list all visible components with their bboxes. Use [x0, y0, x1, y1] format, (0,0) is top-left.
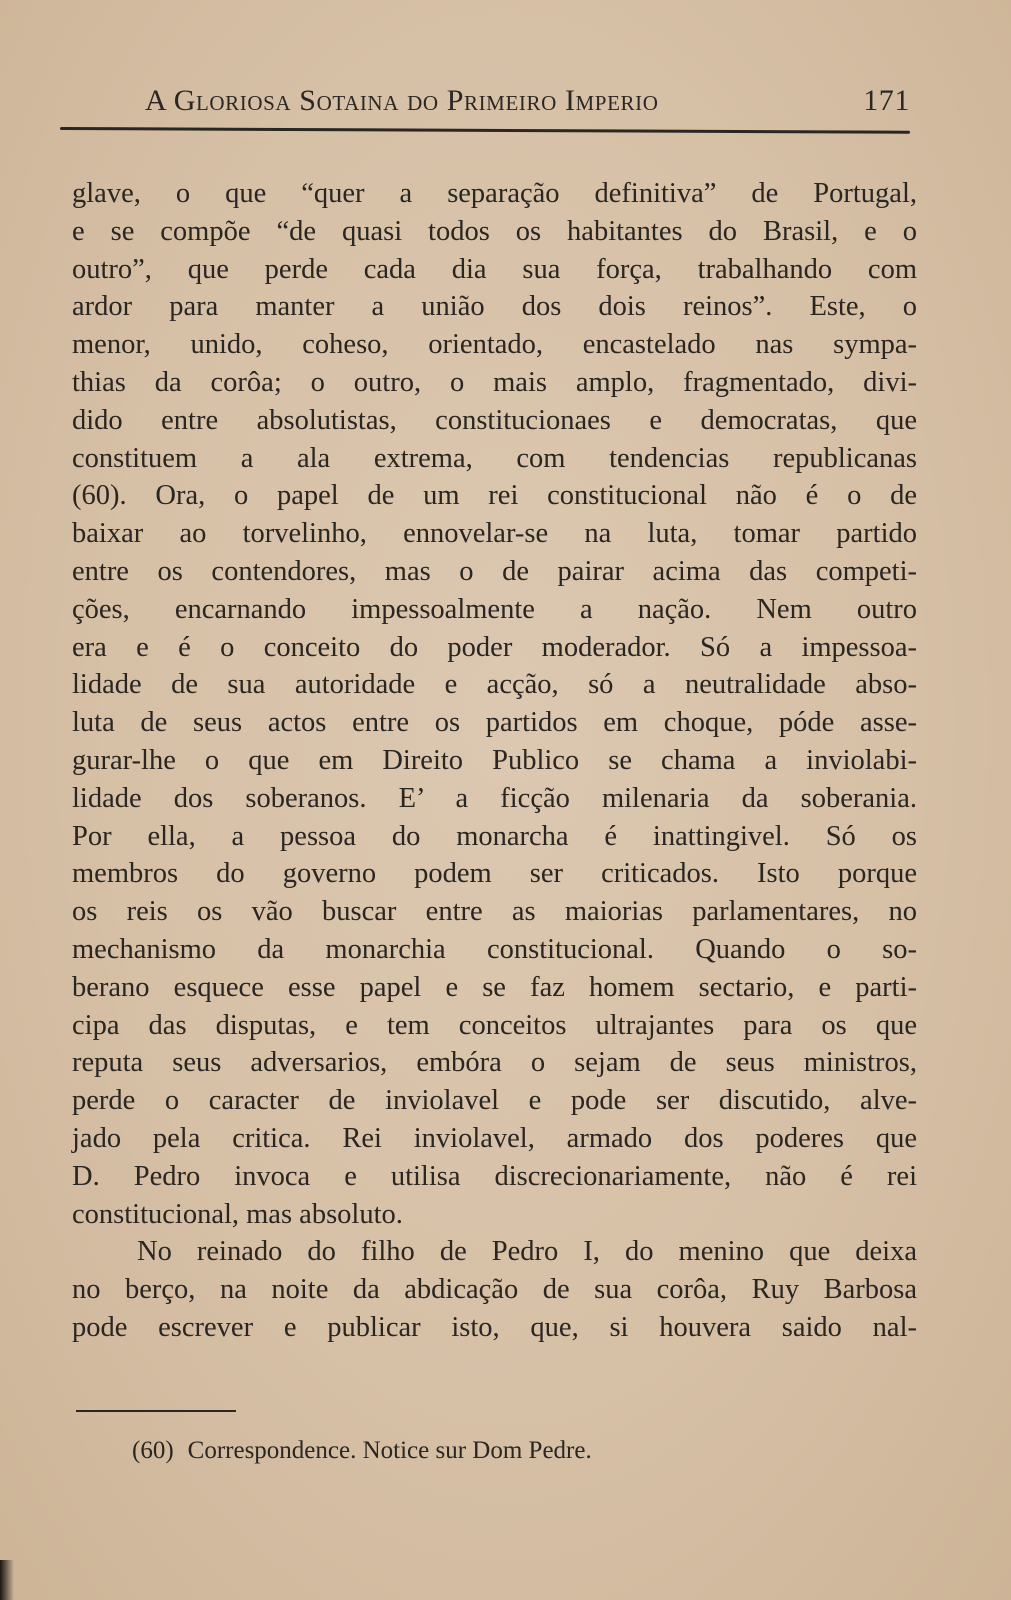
text-line: os reis os vão buscar entre as maiorias parlamentares, no: [72, 896, 917, 928]
text-line: e se compõe “de quasi todos os habitantes do Brasil, e o: [72, 215, 917, 247]
text-line: menor, unido, coheso, orientado, encastelado nas sympa-: [72, 329, 917, 361]
text-line: cipa das disputas, e tem conceitos ultrajantes para os que: [72, 1009, 917, 1041]
text-line: glave, o que “quer a separação definitiva” de Portugal,: [72, 178, 917, 209]
text-line: gurar-lhe o que em Direito Publico se chama a inviolabi-: [72, 744, 917, 776]
footnote-text: Correspondence. Notice sur Dom Pedre.: [187, 1437, 592, 1464]
text-line: dido entre absolutistas, constitucionaes e democratas, que: [72, 404, 917, 436]
running-head: [145, 84, 910, 124]
text-line: no berço, na noite da abdicação de sua corôa, Ruy Barbosa: [72, 1274, 917, 1306]
text-line: Por ella, a pessoa do monarcha é inattingivel. Só os: [72, 820, 917, 852]
text-line: perde o caracter de inviolavel e pode ser discutido, alve-: [72, 1085, 917, 1117]
book-spine-shadow: [0, 1560, 14, 1600]
text-line: constituem a ala extrema, com tendencias republicanas: [72, 442, 917, 474]
body-text: [72, 175, 917, 1347]
paragraph-start-line: No reinado do filho de Pedro I, do menino que deixa: [137, 1236, 917, 1268]
footnote: [132, 1437, 592, 1465]
page-number: 171: [863, 84, 910, 117]
header-rule: [60, 127, 910, 134]
text-line: thias da corôa; o outro, o mais amplo, fragmentado, divi-: [72, 366, 917, 398]
text-line: mechanismo da monarchia constitucional. Quando o so-: [72, 933, 917, 965]
text-line: berano esquece esse papel e se faz homem sectario, e parti-: [72, 971, 917, 1003]
text-line: lidade dos soberanos. E’ a ficção milenaria da soberania.: [72, 782, 917, 814]
paragraph-end-line: constitucional, mas absoluto.: [72, 1198, 403, 1230]
text-line: era e é o conceito do poder moderador. Só a impessoa-: [72, 631, 917, 663]
text-line: ardor para manter a união dos dois reinos”. Este, o: [72, 291, 917, 323]
footnote-rule: [76, 1410, 236, 1412]
text-line: entre os contendores, mas o de pairar acima das competi-: [72, 555, 917, 587]
footnote-number: (60): [132, 1437, 174, 1464]
text-line: jado pela critica. Rei inviolavel, armado dos poderes que: [72, 1122, 917, 1154]
text-line: reputa seus adversarios, embóra o sejam de seus ministros,: [72, 1047, 917, 1079]
text-line: membros do governo podem ser criticados. Isto porque: [72, 858, 917, 890]
text-line: outro”, que perde cada dia sua força, trabalhando com: [72, 253, 917, 285]
text-line: ções, encarnando impessoalmente a nação. Nem outro: [72, 593, 917, 625]
text-line: baixar ao torvelinho, ennovelar-se na luta, tomar partido: [72, 518, 917, 550]
text-line: lidade de sua autoridade e acção, só a neutralidade abso-: [72, 669, 917, 701]
text-line: luta de seus actos entre os partidos em choque, póde asse-: [72, 707, 917, 739]
text-line: pode escrever e publicar isto, que, si houvera saido nal-: [72, 1311, 917, 1343]
running-head-title: A Gloriosa Sotaina do Primeiro Imperio: [145, 84, 659, 117]
text-line: D. Pedro invoca e utilisa discrecionariamente, não é rei: [72, 1160, 917, 1192]
text-line: (60). Ora, o papel de um rei constitucional não é o de: [72, 480, 917, 512]
